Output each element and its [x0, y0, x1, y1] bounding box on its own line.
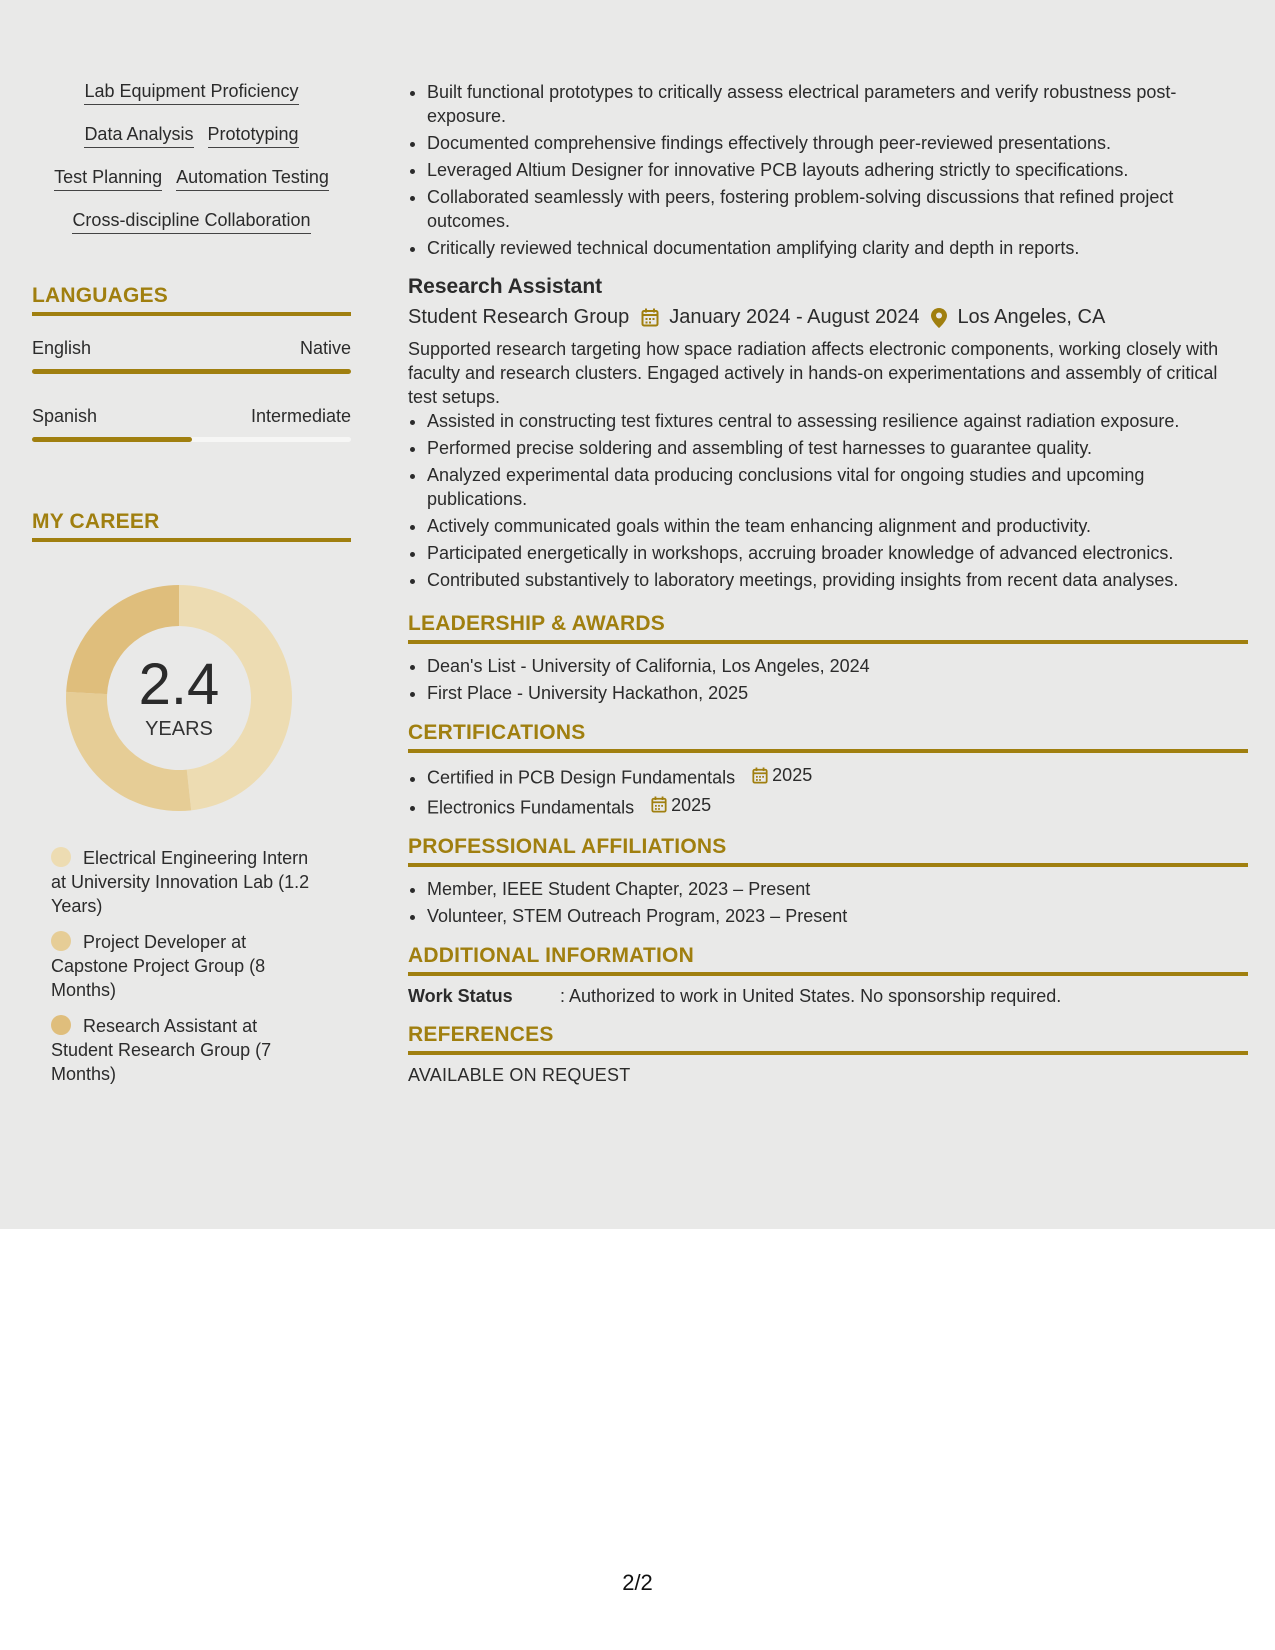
- skill-tag: Cross-discipline Collaboration: [72, 209, 310, 234]
- list-item: • Performed precise soldering and assembling of test harnesses to guarantee quality.: [427, 436, 1248, 460]
- job-location: Los Angeles, CA: [957, 306, 1106, 328]
- career-total: 2.4: [138, 652, 220, 717]
- language-bar-fill: [32, 437, 192, 442]
- work-status-label: Work Status: [408, 986, 513, 1006]
- list-item: • Collaborated seamlessly with peers, fostering problem-solving discussions that refined project outcomes.: [427, 185, 1248, 233]
- career-donut-chart: [65, 584, 293, 812]
- skill-row: [32, 123, 351, 148]
- language-row: [32, 338, 351, 359]
- languages-heading: LANGUAGES: [32, 284, 351, 316]
- left-column: [32, 80, 351, 1098]
- calendar-icon: [651, 796, 667, 813]
- references-heading: REFERENCES: [408, 1023, 1248, 1055]
- skill-tag: Test Planning: [54, 166, 162, 191]
- career-unit: YEARS: [145, 718, 213, 740]
- cert-year-text: 2025: [671, 794, 712, 815]
- skill-tag: Automation Testing: [176, 166, 329, 191]
- affiliations-list: [408, 877, 1248, 928]
- cert-year: [752, 763, 812, 787]
- language-level: Intermediate: [250, 406, 351, 426]
- language-row: [32, 406, 351, 427]
- legend-label: Project Developer at Capstone Project Group (8 Months): [51, 932, 266, 1000]
- list-item: [427, 763, 1248, 790]
- language-bar-track: [32, 437, 351, 442]
- list-item: • Participated energetically in workshops, accruing broader knowledge of advanced electronics.: [427, 541, 1248, 565]
- affiliations-heading: PROFESSIONAL AFFILIATIONS: [408, 835, 1248, 867]
- list-item: • Dean's List - University of California, Los Angeles, 2024: [427, 654, 1248, 678]
- language-item: [32, 406, 351, 442]
- cert-name: Certified in PCB Design Fundamentals: [427, 767, 736, 788]
- legend-dot: [51, 931, 71, 951]
- language-name: Spanish: [32, 406, 98, 426]
- previous-job-bullets: [408, 80, 1248, 260]
- calendar-icon: [752, 767, 768, 784]
- cert-year-text: 2025: [772, 765, 813, 785]
- job-description: Supported research targeting how space radiation affects electronic components, working closely with faculty and research clusters. Engaged actively in hands-on experimentations and assembly of critical test setups.: [408, 339, 1219, 407]
- language-bar-track: [32, 369, 351, 374]
- skill-row: [32, 166, 351, 191]
- right-column: [408, 80, 1248, 1086]
- skill-tag: Data Analysis: [84, 123, 193, 148]
- language-bar-fill: [32, 369, 351, 374]
- cert-year: [651, 793, 711, 817]
- career-legend: [51, 846, 321, 1086]
- skill-tag: Lab Equipment Proficiency: [84, 80, 298, 105]
- legend-item: [51, 1014, 321, 1086]
- list-item: • Critically reviewed technical documentation amplifying clarity and depth in reports.: [427, 236, 1248, 260]
- skill-row: [32, 80, 351, 105]
- job-dates: January 2024 - August 2024: [669, 306, 920, 328]
- list-item: • Leveraged Altium Designer for innovative PCB layouts adhering strictly to specifications.: [427, 158, 1248, 182]
- language-name: English: [32, 338, 92, 358]
- certifications-heading: CERTIFICATIONS: [408, 721, 1248, 753]
- certifications-list: [408, 763, 1248, 819]
- list-item: • Documented comprehensive findings effectively through peer-reviewed presentations.: [427, 131, 1248, 155]
- legend-item: [51, 930, 321, 1002]
- page-number: 2/2: [622, 1570, 653, 1595]
- map-pin-icon: [931, 308, 947, 328]
- list-item: • First Place - University Hackathon, 2025: [427, 681, 1248, 705]
- list-item: [427, 793, 1248, 820]
- skill-row: [32, 209, 351, 234]
- job-title: Research Assistant: [408, 275, 603, 298]
- work-status-row: [408, 986, 1248, 1007]
- legend-label: Electrical Engineering Intern at University Innovation Lab (1.2 Years): [51, 848, 310, 916]
- references-text: AVAILABLE ON REQUEST: [408, 1065, 631, 1085]
- calendar-icon: [641, 308, 659, 327]
- job-bullets: [408, 409, 1248, 592]
- language-level: Native: [299, 338, 351, 358]
- language-item: [32, 338, 351, 374]
- additional-info-heading: ADDITIONAL INFORMATION: [408, 944, 1248, 976]
- skills-list: [32, 80, 351, 234]
- list-item: • Contributed substantively to laboratory meetings, providing insights from recent data analyses.: [427, 568, 1248, 592]
- list-item: • Volunteer, STEM Outreach Program, 2023 – Present: [427, 904, 1248, 928]
- list-item: • Actively communicated goals within the team enhancing alignment and productivity.: [427, 514, 1248, 538]
- legend-label: Research Assistant at Student Research Group (7 Months): [51, 1016, 272, 1084]
- legend-dot: [51, 1015, 71, 1035]
- cert-name: Electronics Fundamentals: [427, 797, 635, 817]
- legend-item: [51, 846, 321, 918]
- list-item: • Built functional prototypes to critically assess electrical parameters and verify robustness post-exposure.: [427, 80, 1248, 128]
- job-company: Student Research Group: [408, 306, 630, 328]
- skill-tag: Prototyping: [208, 123, 299, 148]
- list-item: • Member, IEEE Student Chapter, 2023 – Present: [427, 877, 1248, 901]
- list-item: • Assisted in constructing test fixtures central to assessing resilience against radiation exposure.: [427, 409, 1248, 433]
- job-meta: [408, 306, 1248, 329]
- career-heading: MY CAREER: [32, 510, 351, 542]
- awards-heading: LEADERSHIP & AWARDS: [408, 612, 1248, 644]
- awards-list: [408, 654, 1248, 705]
- work-status-value: : Authorized to work in United States. No sponsorship required.: [560, 986, 1062, 1006]
- list-item: • Analyzed experimental data producing conclusions vital for ongoing studies and upcoming publications.: [427, 463, 1248, 511]
- legend-dot: [51, 847, 71, 867]
